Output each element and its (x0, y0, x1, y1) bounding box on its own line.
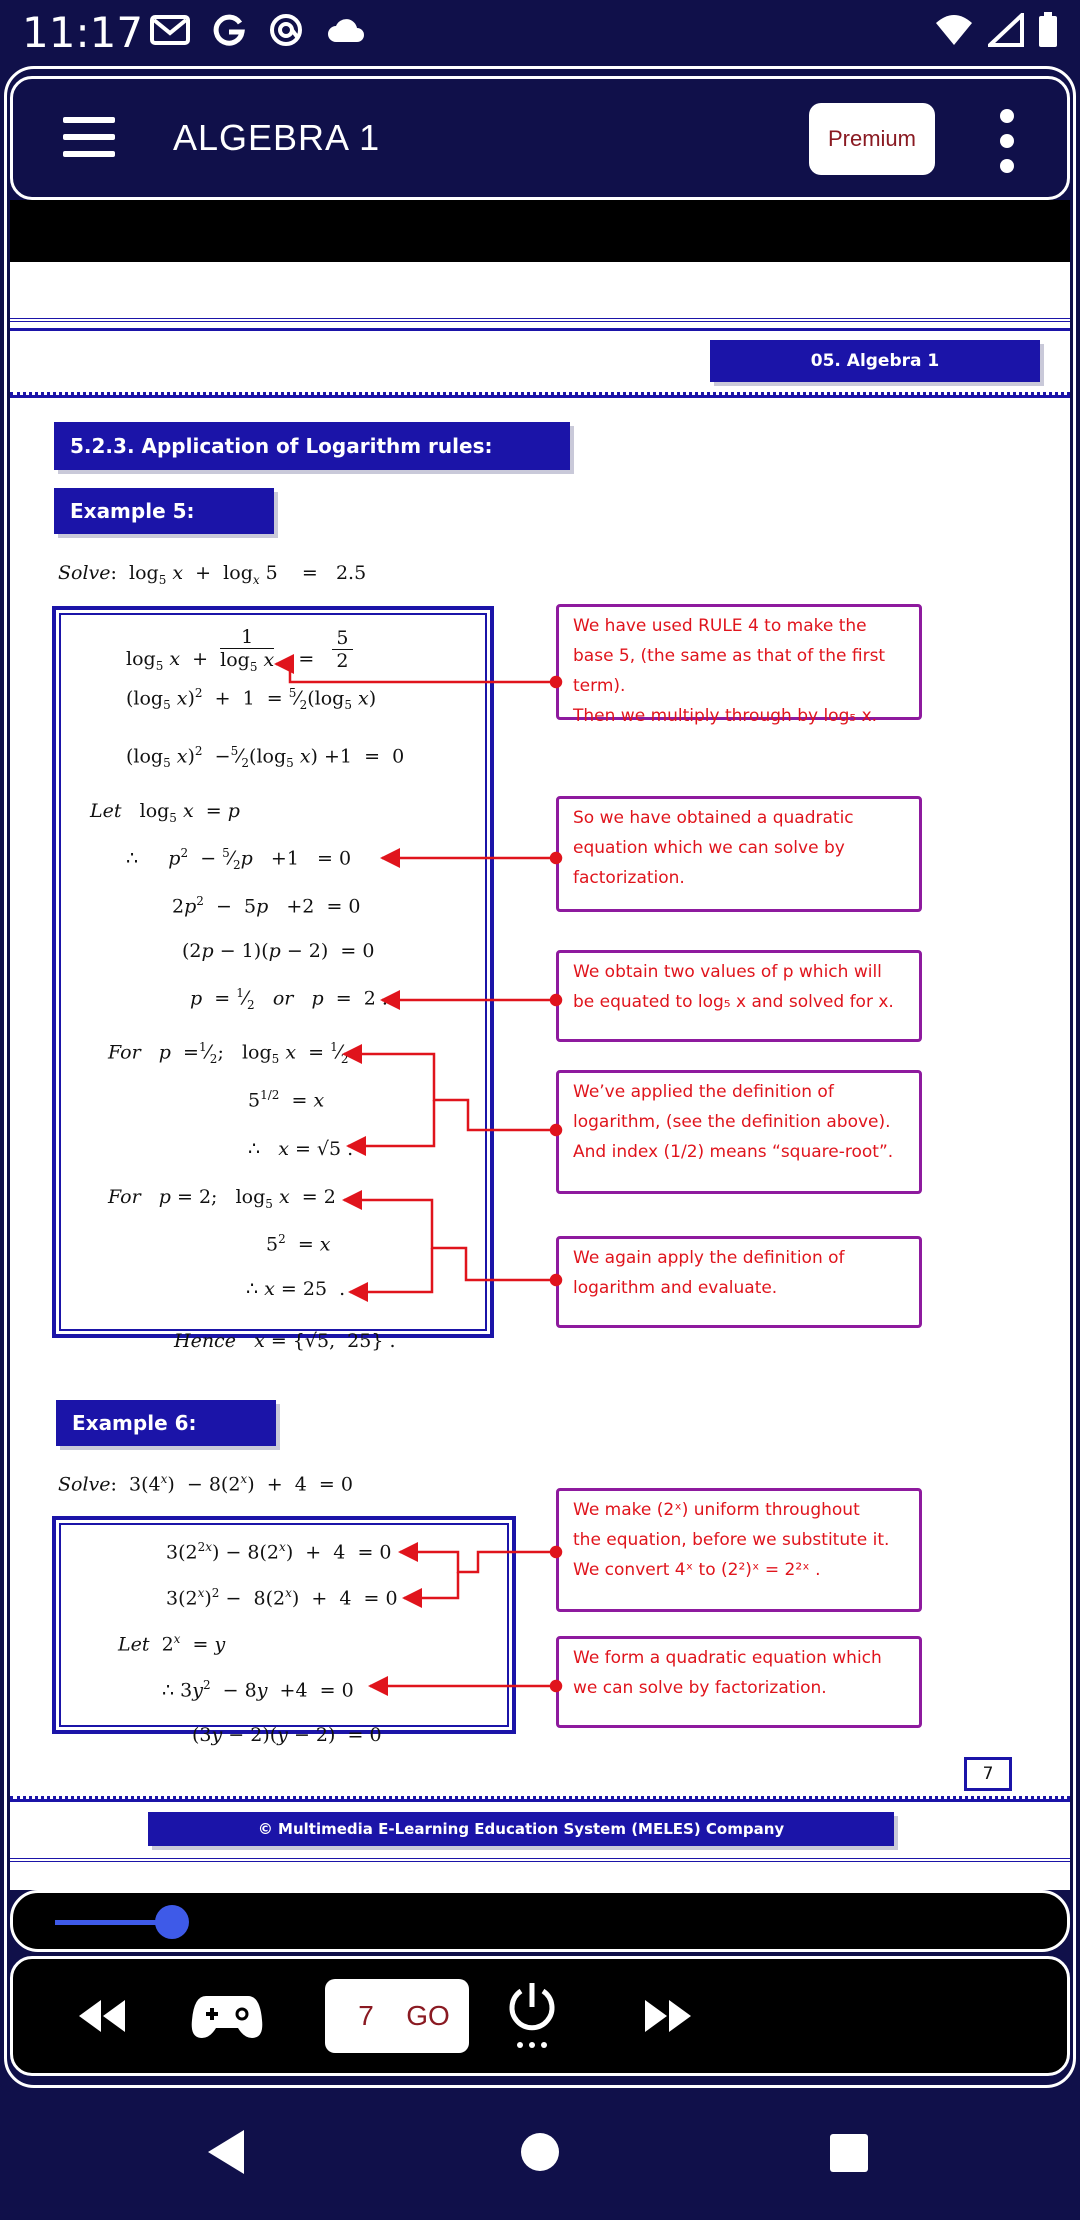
vpn-icon (268, 12, 304, 48)
page-number: 7 (964, 1757, 1012, 1791)
note-line: So we have obtained a quadratic (573, 808, 854, 828)
arrow (400, 1552, 556, 1572)
note-line: Then we multiply through by log₅ x. (573, 706, 878, 726)
note-line: We’ve applied the definition of (573, 1082, 834, 1102)
app-bar (10, 76, 1070, 200)
document-top-margin (10, 200, 1070, 262)
note-line: We make (2ˣ) uniform throughout (573, 1500, 860, 1520)
google-icon (212, 13, 246, 47)
notification-icons (150, 12, 366, 48)
math-line: For $p =^1⁄_2$; $\log_5 x$ = $^1⁄_2$ (108, 1040, 349, 1067)
game-button[interactable] (187, 1979, 267, 2053)
math-line: $3(2^{2x}) - 8(2^x) + 4 = 0$ (166, 1540, 392, 1564)
note-line: We again apply the definition of (573, 1248, 845, 1268)
status-bar (0, 0, 1080, 66)
rewind-icon (73, 1996, 129, 2036)
status-time: 11:17 (22, 8, 144, 57)
math-line: Hence x = {√5, 25} . (174, 1330, 396, 1352)
note-line: we can solve by factorization. (573, 1678, 827, 1698)
more-options-icon[interactable] (995, 109, 1019, 173)
note-line: be equated to log₅ x and solved for x. (573, 992, 894, 1012)
math-line: $2p^2 - 5p +2 = 0$ (172, 894, 361, 918)
page-slider[interactable] (10, 1890, 1070, 1952)
arrow (344, 1200, 556, 1280)
section-title: 5.2.3. Application of Logarithm rules: (54, 422, 570, 470)
fast-forward-button[interactable] (639, 1979, 699, 2053)
navigation-controls (10, 1956, 1070, 2076)
note-line: We form a quadratic equation which (573, 1648, 882, 1668)
math-line: (3y − 2)(y − 2) = 0 (192, 1724, 382, 1746)
footer-rule (10, 1858, 1070, 1862)
math-line: $\log_5 x$ + $\frac{1}{\log_5 x}$ = $\frac{5}{2}$ (126, 626, 353, 674)
cloud-icon (326, 16, 366, 44)
arrow (350, 1248, 432, 1292)
chapter-tag: 05. Algebra 1 (710, 340, 1040, 382)
math-line: Let $\log_5 x = p$ (90, 800, 240, 825)
math-line: For p = 2; $\log_5 x = 2$ (108, 1186, 336, 1211)
note-line: And index (1/2) means “square-root”. (573, 1142, 894, 1162)
page-number-input[interactable]: 7 (325, 1979, 407, 2053)
math-line: $p = ^1⁄_2$ or p = 2 . (190, 986, 388, 1013)
app-title: ALGEBRA 1 (173, 117, 381, 158)
premium-button[interactable]: Premium (809, 103, 935, 175)
gmail-icon (150, 14, 190, 46)
arrow (344, 1054, 556, 1130)
example-5-label: Example 5: (54, 488, 274, 534)
footer-dotted-rule (10, 1796, 1070, 1802)
math-line: $3(2^x)^2 - 8(2^x) + 4 = 0$ (166, 1586, 398, 1610)
document-page[interactable] (10, 262, 1070, 1890)
example-5-problem: Solve: $\log_5 x + \log_x 5$ = 2.5 (58, 562, 367, 587)
system-nav-bar (0, 2088, 1080, 2220)
note-line: term). (573, 676, 626, 696)
math-line: ∴ $3y^2 - 8y +4 = 0$ (162, 1678, 354, 1702)
math-line: $5^2 = x$ (266, 1232, 331, 1256)
note-line: We have used RULE 4 to make the (573, 616, 867, 636)
system-icons (934, 12, 1058, 48)
fast-forward-icon (641, 1996, 697, 2036)
math-line: ∴ x = √5 . (248, 1138, 354, 1160)
math-line: ($\log_5$ $x)^2 + 1 = ^5⁄_2(\log_5$ x) (126, 686, 377, 713)
power-icon (505, 1981, 559, 2051)
wifi-icon (934, 13, 974, 47)
rewind-button[interactable] (71, 1979, 131, 2053)
recents-icon[interactable] (830, 2134, 870, 2174)
note-line: We obtain two values of p which will (573, 962, 882, 982)
math-line: ($\log_5$ $x)^2 -^5⁄_2(\log_5$ x) +1 = 0 (126, 744, 405, 771)
menu-button[interactable] (63, 117, 123, 161)
note-line: We convert 4ˣ to (2²)ˣ = 2²ˣ . (573, 1560, 821, 1580)
math-line: ∴ $p^2$ − $^5⁄_2p +1 = 0$ (126, 846, 352, 873)
go-button[interactable]: GO (387, 1979, 469, 2053)
signal-icon (988, 13, 1024, 47)
example-6-label: Example 6: (56, 1400, 276, 1446)
slider-thumb[interactable] (155, 1905, 189, 1939)
math-line: Let 2$^x$ = y (118, 1632, 226, 1656)
arrow (404, 1572, 458, 1598)
copyright-footer: © Multimedia E-Learning Education System (MELES) Company (148, 1812, 894, 1846)
arrow (276, 664, 556, 682)
math-line: (2p − 1)(p − 2) = 0 (182, 940, 375, 962)
note-line: logarithm, (see the definition above). (573, 1112, 891, 1132)
battery-icon (1038, 12, 1058, 48)
note-line: the equation, before we substitute it. (573, 1530, 890, 1550)
note-line: logarithm and evaluate. (573, 1278, 778, 1298)
note-line: base 5, (the same as that of the first (573, 646, 886, 666)
math-line: ∴ x = 25 . (246, 1278, 346, 1300)
note-line: equation which we can solve by (573, 838, 845, 858)
example-6-problem: Solve: $3(4^x) - 8(2^x) + 4 = 0$ (58, 1472, 353, 1496)
note-line: factorization. (573, 868, 685, 888)
power-button[interactable] (497, 1979, 567, 2053)
home-icon[interactable] (520, 2132, 560, 2172)
arrow (348, 1100, 434, 1146)
gamepad-icon (190, 1990, 264, 2042)
math-line: $5^{1/2} = x$ (248, 1088, 325, 1112)
annotation-arrows (10, 262, 1070, 1890)
back-icon[interactable] (204, 2128, 248, 2176)
